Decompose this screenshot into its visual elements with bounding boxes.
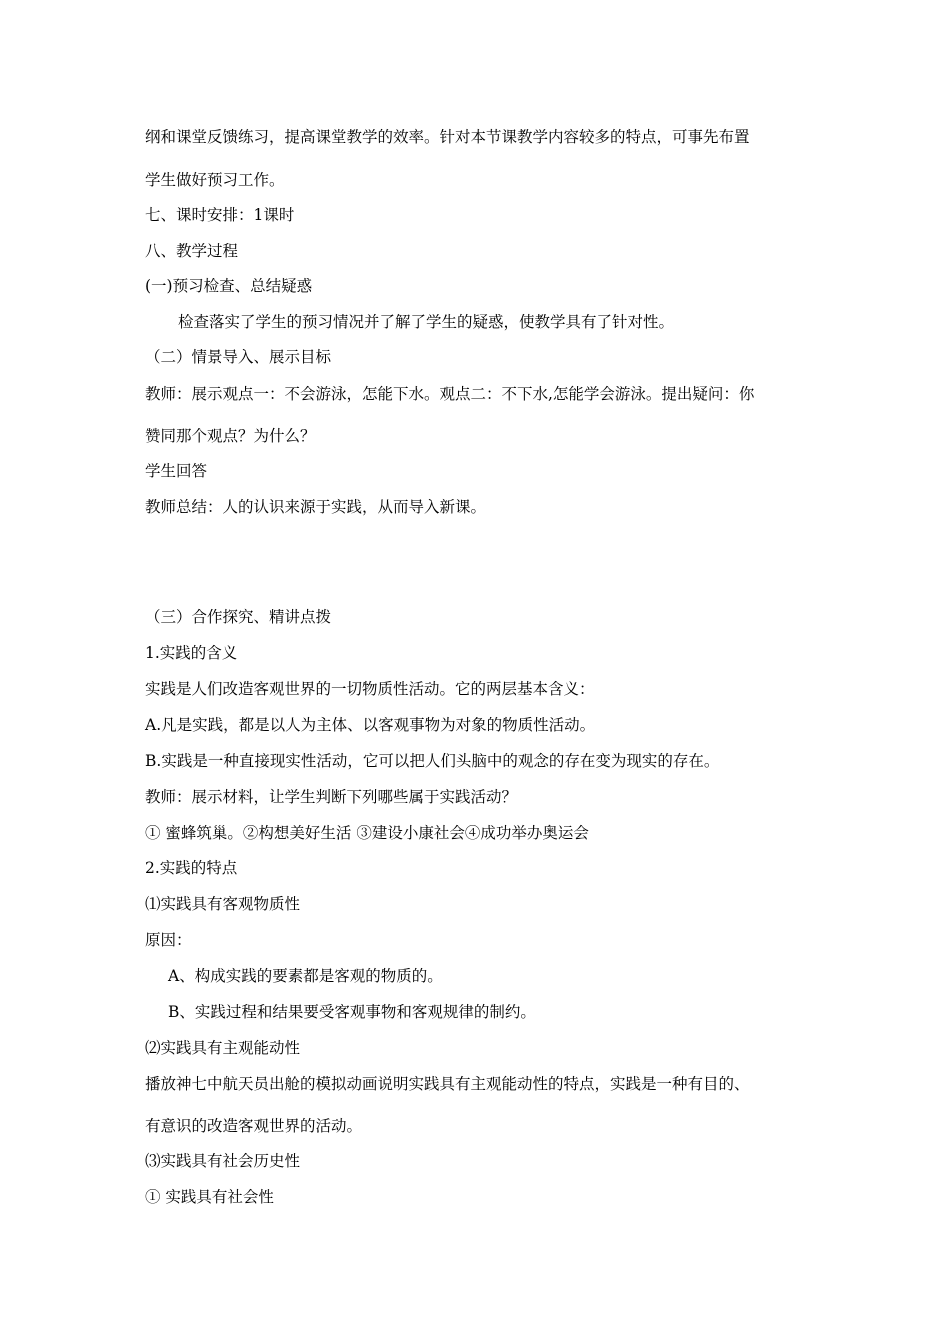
topic-heading: 1.实践的含义 <box>145 644 238 662</box>
text-line: 有意识的改造客观世界的活动。 <box>145 1117 363 1135</box>
text-line: 教师：展示材料，让学生判断下列哪些属于实践活动？ <box>145 788 518 806</box>
text-line: ⑴实践具有客观物质性 <box>145 895 301 913</box>
section-heading: 八、教学过程 <box>145 242 239 260</box>
text-line: ⑵实践具有主观能动性 <box>145 1039 301 1057</box>
text-line: A、构成实践的要素都是客观的物质的。 <box>168 967 443 985</box>
text-line: 纲和课堂反馈练习，提高课堂教学的效率。针对本节课教学内容较多的特点，可事先布置 <box>145 128 750 146</box>
text-line: ① 实践具有社会性 <box>145 1188 274 1206</box>
subsection-heading: (一)预习检查、总结疑惑 <box>145 277 313 295</box>
text-line: 学生做好预习工作。 <box>145 171 285 189</box>
text-line: 赞同那个观点？为什么？ <box>145 427 316 445</box>
text-line: ⑶实践具有社会历史性 <box>145 1152 301 1170</box>
text-line: ① 蜜蜂筑巢。②构想美好生活 ③建设小康社会④成功举办奥运会 <box>145 824 589 842</box>
text-line: B.实践是一种直接现实性活动，它可以把人们头脑中的观念的存在变为现实的存在。 <box>145 752 720 770</box>
text-line: 教师总结：人的认识来源于实践，从而导入新课。 <box>145 498 487 516</box>
text-line: 检查落实了学生的预习情况并了解了学生的疑惑，使教学具有了针对性。 <box>178 313 675 331</box>
text-line: 播放神七中航天员出舱的模拟动画说明实践具有主观能动性的特点，实践是一种有目的、 <box>145 1075 750 1093</box>
text-line: B、实践过程和结果要受客观事物和客观规律的制约。 <box>168 1003 536 1021</box>
subsection-heading: （二）情景导入、展示目标 <box>145 348 332 366</box>
text-line: 实践是人们改造客观世界的一切物质性活动。它的两层基本含义： <box>145 680 595 698</box>
text-line: A.凡是实践，都是以人为主体、以客观事物为对象的物质性活动。 <box>145 716 596 734</box>
text-line: 原因： <box>145 931 192 949</box>
topic-heading: 2.实践的特点 <box>145 859 238 877</box>
section-heading: 七、课时安排：1课时 <box>145 206 295 224</box>
text-line: 学生回答 <box>145 462 208 480</box>
text-line: 教师：展示观点一：不会游泳，怎能下水。观点二：不下水,怎能学会游泳。提出疑问：你 <box>145 385 755 403</box>
subsection-heading: （三）合作探究、精讲点拨 <box>145 608 332 626</box>
